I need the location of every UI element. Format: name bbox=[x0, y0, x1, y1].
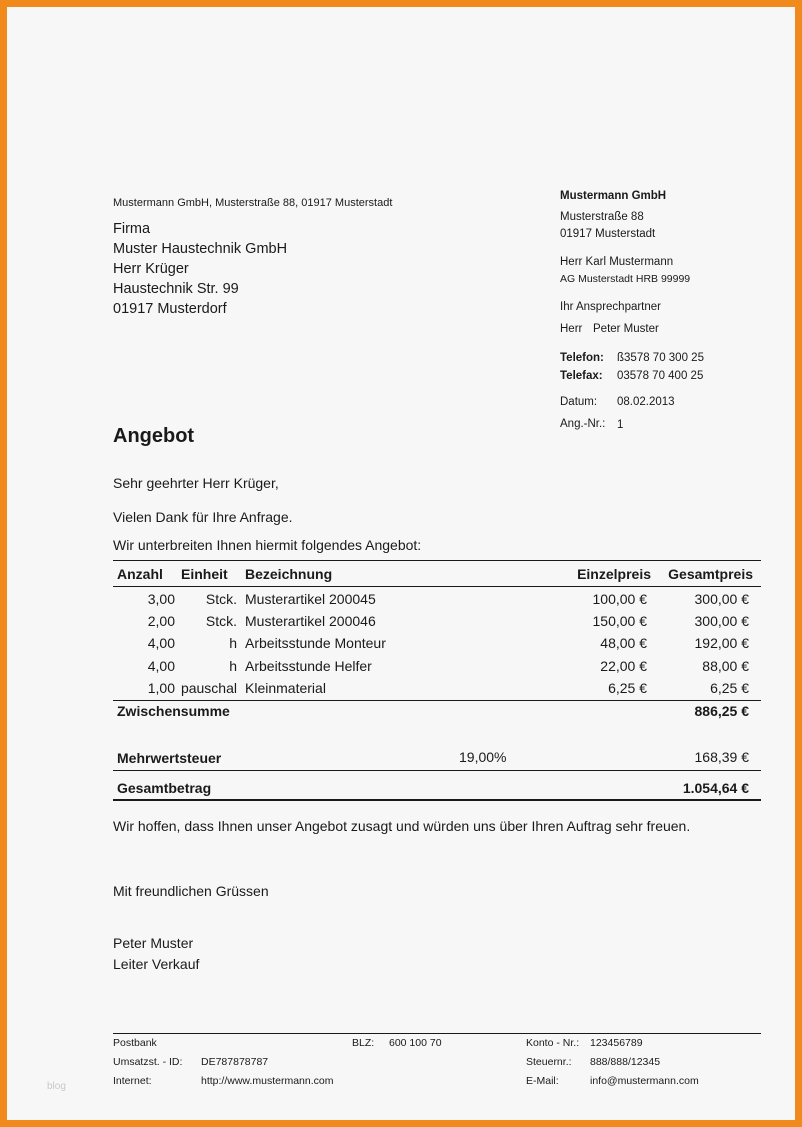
recipient-street: Haustechnik Str. 99 bbox=[113, 281, 239, 297]
company-register: AG Musterstadt HRB 99999 bbox=[560, 273, 691, 285]
cell-total-price: 88,00 € bbox=[702, 658, 749, 674]
total-value: 1.054,64 € bbox=[682, 780, 749, 796]
subtotal-label: Zwischensumme bbox=[117, 703, 230, 719]
cell-quantity: 4,00 bbox=[147, 635, 175, 651]
phone-value: ß3578 70 300 25 bbox=[617, 352, 704, 364]
contact-name: Peter Muster bbox=[593, 323, 659, 335]
contact-label: Ihr Ansprechpartner bbox=[560, 301, 662, 313]
col-header-quantity: Anzahl bbox=[117, 566, 163, 582]
cell-unit-price: 48,00 € bbox=[600, 635, 647, 651]
footer-tax-label: Steuernr.: bbox=[526, 1056, 572, 1068]
col-header-unit: Einheit bbox=[181, 566, 228, 582]
vat-label: Mehrwertsteuer bbox=[117, 750, 222, 766]
recipient-line-1: Firma bbox=[113, 221, 151, 237]
col-header-unit-price: Einzelpreis bbox=[577, 566, 651, 582]
fax-value: 03578 70 400 25 bbox=[617, 370, 704, 382]
cell-description: Arbeitsstunde Helfer bbox=[245, 658, 372, 674]
offer-number-label: Ang.-Nr.: bbox=[560, 418, 606, 430]
regards: Mit freundlichen Grüssen bbox=[113, 883, 269, 899]
cell-unit: h bbox=[229, 658, 237, 674]
sender-return-line: Mustermann GmbH, Musterstraße 88, 01917 Musterstadt bbox=[113, 197, 393, 209]
cell-quantity: 1,00 bbox=[147, 680, 175, 696]
cell-description: Musterartikel 200045 bbox=[245, 591, 376, 607]
cell-total-price: 192,00 € bbox=[694, 635, 749, 651]
footer-web: http://www.mustermann.com bbox=[201, 1075, 334, 1087]
intro-offer: Wir unterbreiten Ihnen hiermit folgendes Angebot: bbox=[113, 537, 422, 553]
cell-total-price: 6,25 € bbox=[710, 680, 749, 696]
subtotal-rule bbox=[113, 700, 761, 701]
cell-quantity: 3,00 bbox=[147, 591, 175, 607]
cell-unit-price: 100,00 € bbox=[592, 591, 647, 607]
subtotal-value: 886,25 € bbox=[694, 703, 749, 719]
cell-unit: Stck. bbox=[205, 591, 237, 607]
cell-description: Musterartikel 200046 bbox=[245, 613, 376, 629]
company-ceo: Herr Karl Mustermann bbox=[560, 256, 674, 268]
recipient-company: Muster Haustechnik GmbH bbox=[113, 241, 288, 257]
total-label: Gesamtbetrag bbox=[117, 780, 212, 796]
vat-value: 168,39 € bbox=[694, 749, 749, 765]
closing-sentence: Wir hoffen, dass Ihnen unser Angebot zusagt und würden uns über Ihren Auftrag sehr freuen. bbox=[113, 818, 691, 834]
cell-quantity: 2,00 bbox=[147, 613, 175, 629]
offer-number-value: 1 bbox=[617, 419, 624, 431]
footer-bank: Postbank bbox=[113, 1037, 157, 1049]
recipient-person: Herr Krüger bbox=[113, 261, 189, 277]
table-header-rule bbox=[113, 586, 761, 587]
company-city: 01917 Musterstadt bbox=[560, 228, 656, 240]
cell-unit-price: 6,25 € bbox=[608, 680, 647, 696]
phone-label: Telefon: bbox=[560, 352, 604, 364]
col-header-description: Bezeichnung bbox=[245, 566, 333, 582]
document-title: Angebot bbox=[113, 425, 195, 447]
table-top-rule bbox=[113, 560, 761, 561]
cell-total-price: 300,00 € bbox=[694, 613, 749, 629]
footer-mail-label: E-Mail: bbox=[526, 1075, 559, 1087]
footer-vat-id-label: Umsatzst. - ID: bbox=[113, 1056, 183, 1068]
footer-blz-label: BLZ: bbox=[352, 1037, 375, 1049]
fax-label: Telefax: bbox=[560, 370, 603, 382]
intro-thanks: Vielen Dank für Ihre Anfrage. bbox=[113, 509, 293, 525]
signer-title: Leiter Verkauf bbox=[113, 956, 200, 972]
cell-description: Kleinmaterial bbox=[245, 680, 326, 696]
total-rule bbox=[113, 770, 761, 771]
cell-unit: h bbox=[229, 635, 237, 651]
footer-vat-id: DE787878787 bbox=[201, 1056, 269, 1068]
footer-account: 123456789 bbox=[590, 1037, 643, 1049]
signer-name: Peter Muster bbox=[113, 935, 194, 951]
greeting: Sehr geehrter Herr Krüger, bbox=[113, 475, 279, 491]
footer-web-label: Internet: bbox=[113, 1075, 152, 1087]
watermark: blog bbox=[47, 1081, 66, 1092]
cell-unit: Stck. bbox=[205, 613, 237, 629]
vat-rate: 19,00% bbox=[459, 749, 507, 765]
recipient-city: 01917 Musterdorf bbox=[113, 301, 227, 317]
contact-salutation: Herr bbox=[560, 323, 583, 335]
cell-total-price: 300,00 € bbox=[694, 591, 749, 607]
footer-tax: 888/888/12345 bbox=[590, 1056, 661, 1068]
cell-description: Arbeitsstunde Monteur bbox=[245, 635, 386, 651]
footer-rule bbox=[113, 1033, 761, 1034]
cell-quantity: 4,00 bbox=[147, 658, 175, 674]
cell-unit-price: 150,00 € bbox=[592, 613, 647, 629]
cell-unit: pauschal bbox=[180, 680, 237, 696]
company-name: Mustermann GmbH bbox=[560, 190, 667, 202]
footer-account-label: Konto - Nr.: bbox=[526, 1037, 580, 1049]
footer-blz: 600 100 70 bbox=[389, 1037, 442, 1049]
col-header-total-price: Gesamtpreis bbox=[668, 566, 753, 582]
date-value: 08.02.2013 bbox=[617, 396, 675, 408]
cell-unit-price: 22,00 € bbox=[600, 658, 647, 674]
footer-mail: info@mustermann.com bbox=[590, 1075, 699, 1087]
date-label: Datum: bbox=[560, 396, 598, 408]
total-double-rule bbox=[113, 799, 761, 801]
company-street: Musterstraße 88 bbox=[560, 211, 644, 223]
